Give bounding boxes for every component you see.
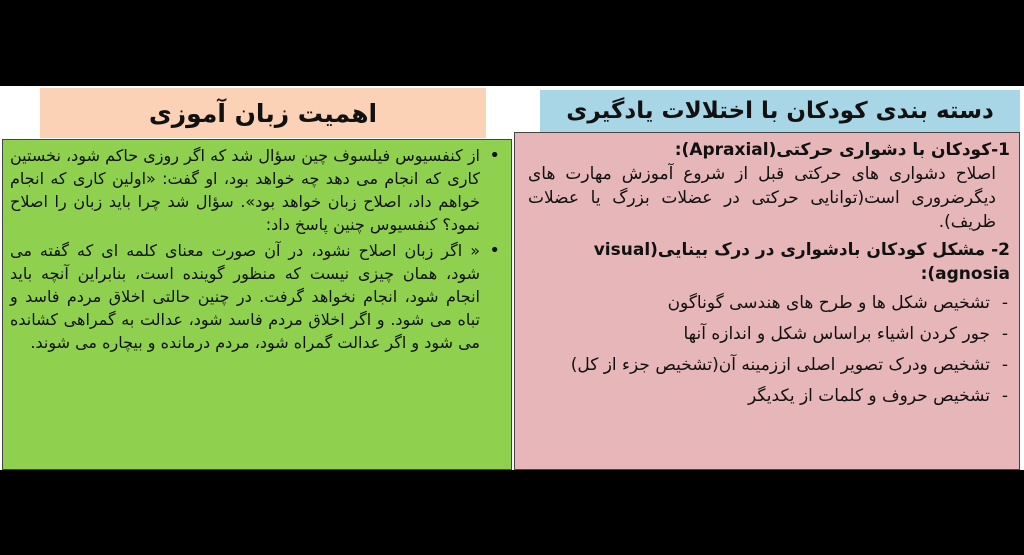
section1-heading: 1-کودکان با دشواری حرکتی(Apraxial):: [674, 140, 1010, 160]
left-bullet-2: • « اگر زبان اصلاح نشود، در آن صورت معنای کلمه ای که گفته می شود، همان چیزی نیست که منظور گوینده است، بنابراین آنچه باید انجام شود، انجام نخواهد گرفت. در چنین حالتی اخلاق مردم فاسد و تباه می شود. و اگر اخلاق مردم فاسد شود، عدالت به گمراهی کشانده می شود و اگر عدالت گمراه شود، مردم درمانده و بیچاره می شوند.: [10, 239, 500, 354]
left-bullet-1: • از کنفسیوس فیلسوف چین سؤال شد که اگر روزی حاکم شود، نخستین کاری که انجام می دهد چه خواهد بود، او گفت: «اولین کاری که انجام خواهم داد، اصلاح زبان خواهد بود». سؤال شد چرا باید زبان را اصلاح نمود؟ کنفسیوس چنین پاسخ داد:: [10, 144, 500, 236]
right-content: [524, 138, 1010, 412]
right-title-text: دسته بندی کودکان با اختلالات یادگیری: [566, 98, 994, 124]
section2-heading: 2- مشکل کودکان بادشواری در درک بینایی(visual agnosia):: [593, 240, 1010, 284]
section2-list: [524, 288, 1010, 412]
list-item: - تشخیص حروف و کلمات از یکدیگر: [524, 381, 1010, 412]
list-item: - تشخیص ودرک تصویر اصلی اززمینه آن(تشخیص جزء از کل): [524, 350, 1010, 381]
left-title-text: اهمیت زبان آموزی: [148, 98, 378, 128]
right-title: [540, 90, 1020, 132]
list-item: - تشخیص شکل ها و طرح های هندسی گوناگون: [524, 288, 1010, 319]
section1-text: اصلاح دشواری های حرکتی قبل از شروع آموزش مهارت های دیگرضروری است(توانایی حرکتی در عضلات بزرگ یا عضلات ظریف).: [528, 164, 996, 232]
left-content: [10, 144, 500, 357]
left-title: [40, 88, 486, 138]
list-item: - جور کردن اشیاء براساس شکل و اندازه آنها: [524, 319, 1010, 350]
